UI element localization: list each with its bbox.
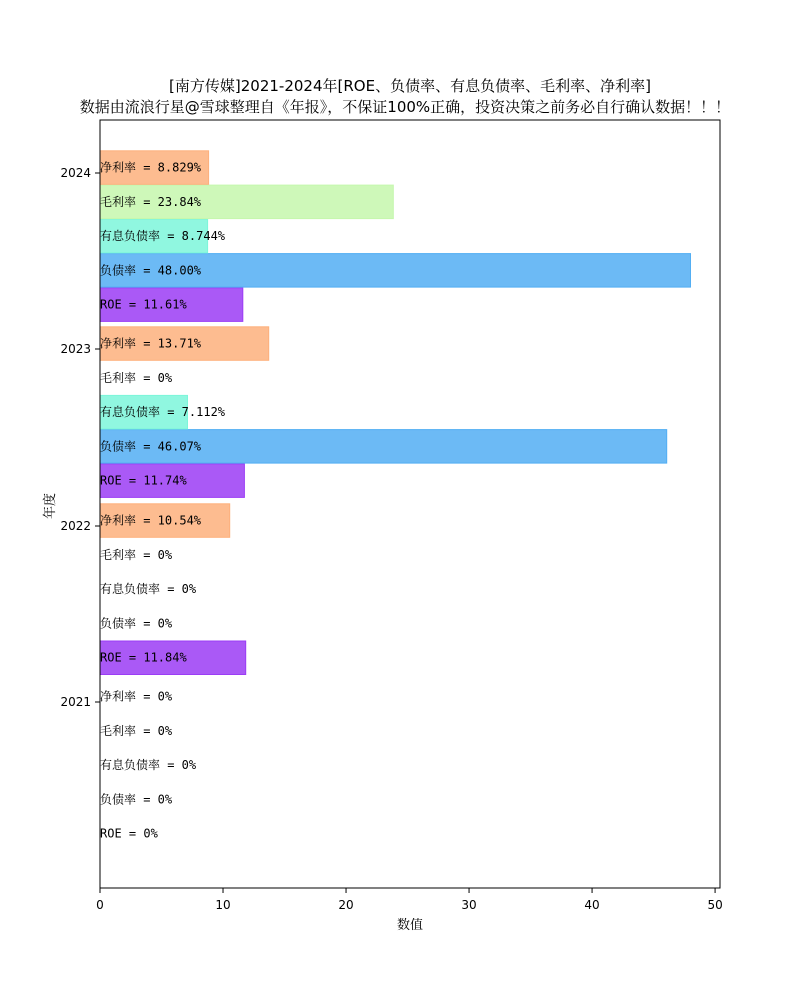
- bar-label-2022-3: 毛利率 = 0%: [100, 547, 173, 562]
- bar-label-2021-0: ROE = 0%: [100, 826, 158, 841]
- y-tick-label: 2021: [60, 695, 91, 709]
- x-tick-label: 20: [338, 898, 354, 912]
- y-axis-label: 年度: [43, 492, 58, 520]
- bar-label-2021-4: 净利率 = 0%: [100, 689, 173, 704]
- bar-label-2024-3: 毛利率 = 23.84%: [100, 194, 202, 209]
- bar-label-2021-1: 负债率 = 0%: [100, 792, 173, 807]
- bar-label-2023-2: 有息负债率 = 7.112%: [100, 405, 226, 420]
- x-tick-label: 0: [96, 898, 104, 912]
- bar-label-2024-2: 有息负债率 = 8.744%: [100, 229, 226, 244]
- bar-label-2024-1: 负债率 = 48.00%: [100, 263, 202, 278]
- chart-title: [南方传媒]2021-2024年[ROE、负债率、有息负债率、毛利率、净利率]: [169, 77, 651, 95]
- x-axis-label: 数值: [396, 918, 424, 933]
- bar-label-2023-1: 负债率 = 46.07%: [100, 439, 202, 454]
- x-tick-label: 40: [584, 898, 600, 912]
- bar-label-2023-0: ROE = 11.74%: [100, 473, 187, 488]
- bar-label-2024-4: 净利率 = 8.829%: [100, 160, 202, 175]
- bar-label-2022-1: 负债率 = 0%: [100, 616, 173, 631]
- bar-label-2023-4: 净利率 = 13.71%: [100, 336, 202, 351]
- bar-label-2021-3: 毛利率 = 0%: [100, 723, 173, 738]
- bar-label-2023-3: 毛利率 = 0%: [100, 370, 173, 385]
- x-axis-ticks: [96, 888, 723, 912]
- y-tick-label: 2024: [60, 166, 91, 180]
- bar-label-2022-2: 有息负债率 = 0%: [100, 582, 197, 597]
- y-tick-label: 2022: [60, 519, 91, 533]
- bar-label-2022-0: ROE = 11.84%: [100, 650, 187, 665]
- bar-label-2024-0: ROE = 11.61%: [100, 297, 187, 312]
- y-tick-label: 2023: [60, 342, 91, 356]
- chart-subtitle: 数据由流浪行星@雪球整理自《年报》，不保证100%正确，投资决策之前务必自行确认数据！！！: [79, 98, 731, 116]
- x-tick-label: 50: [707, 898, 723, 912]
- y-axis-ticks: [60, 166, 100, 709]
- bar-label-2022-4: 净利率 = 10.54%: [100, 513, 202, 528]
- bar-label-2021-2: 有息负债率 = 0%: [100, 758, 197, 773]
- x-tick-label: 30: [461, 898, 477, 912]
- x-tick-label: 10: [215, 898, 231, 912]
